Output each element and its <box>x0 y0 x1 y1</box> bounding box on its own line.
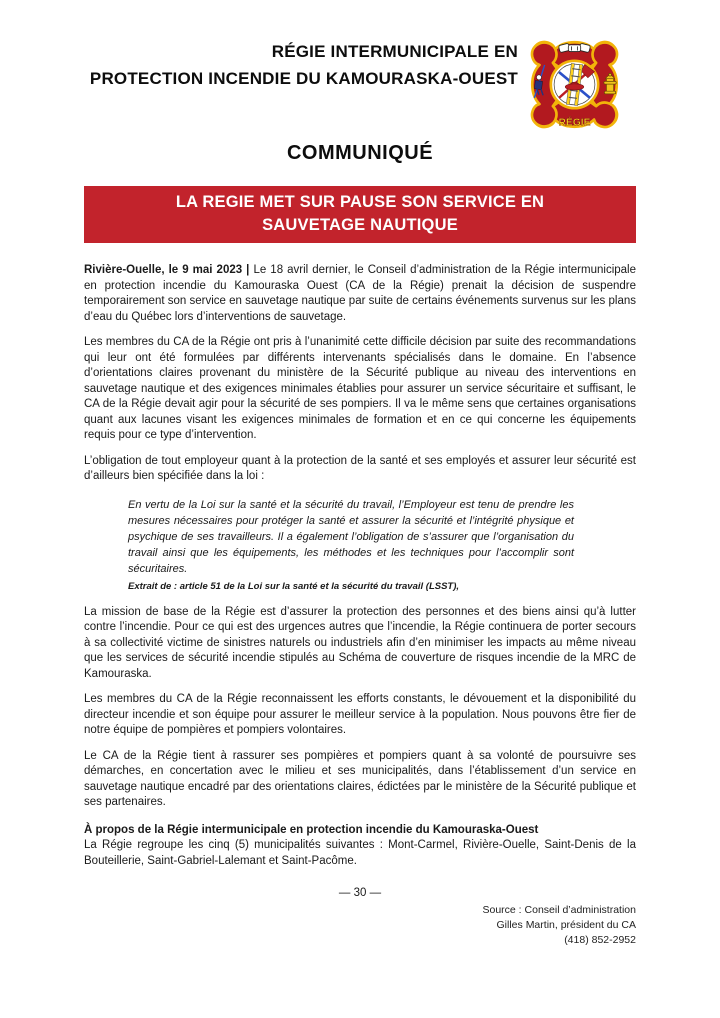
about-section <box>84 823 636 870</box>
legal-quote <box>128 497 574 593</box>
paragraph-4: La mission de base de la Régie est d’assurer la protection des personnes et des biens ainsi qu’à lutter contre l’incendie. Pour ce qui est des urgences autres que l’incendie, la Régie continuera de porter secours à sa collectivité victime de sinistres naturels ou industriels afin d’en minimiser les impacts au même niveau que les services de sécurité incendie stipulés au Schéma de couverture de risques incendie de la MRC de Kamouraska. <box>84 605 636 680</box>
masthead <box>0 0 720 142</box>
org-name-line2: PROTECTION INCENDIE DU KAMOURASKA-OUEST <box>89 69 518 88</box>
logo-center-emblem <box>551 61 598 108</box>
org-name <box>90 38 518 92</box>
source-line-phone: (418) 852-2952 <box>564 934 636 947</box>
communique-title: COMMUNIQUÉ <box>286 142 434 164</box>
end-mark: — 30 — <box>338 887 382 900</box>
source-line-name: Gilles Martin, président du CA <box>496 919 636 932</box>
paragraph-3: L’obligation de tout employeur quant à la protection de la santé et ses employés et assurer leur sécurité est d’ailleurs bien spécifiée dans la loi : <box>84 454 636 482</box>
logo-regie-text: RÉGIE <box>558 117 591 129</box>
org-name-line1: RÉGIE INTERMUNICIPALE EN <box>271 42 518 61</box>
regie-logo <box>523 33 626 136</box>
document-body <box>0 243 720 948</box>
dateline: Rivière-Ouelle, le 9 mai 2023 | <box>84 264 250 276</box>
paragraph-6: Le CA de la Régie tient à rassurer ses pompières et pompiers quant à sa volonté de poursuivre ses démarches, en concertation avec le milieu et ses municipalités, dans l’établissement d’un service en sauvetage nautique encadré par des orientations claires, édictées par le ministère de la Sécurité publique et ses partenaires. <box>84 749 636 809</box>
paragraph-2: Les membres du CA de la Régie ont pris à l’unanimité cette difficile décision par suite des recommandations qui leur ont été formulées par différents intervenants spécialisés dans le domaine. En l’absence d’orientations claires provenant du ministère de la Sécurité publique au niveau des interventions en sauvetage nautique et des exigences minimales établies pour assurer un service sécuritaire et suffisant, le CA de la Régie devait agir pour la sécurité de ses pompiers. Il va le même sens que certaines organisations quant aux lacunes visant les exigences minimales de formation et en ce qui concerne les équipements requis pour ce type d’intervention. <box>84 336 636 441</box>
about-text: La Régie regroupe les cinq (5) municipalités suivantes : Mont-Carmel, Rivière-Ouelle, Saint-Denis de la Bouteillerie, Saint-Gabriel-Lalemant et Saint-Pacôme. <box>84 839 636 867</box>
handshake-icon <box>558 43 590 52</box>
dateline-paragraph <box>84 263 636 325</box>
quote-source: Extrait de : article 51 de la Loi sur la santé et la sécurité du travail (LSST), <box>128 580 460 592</box>
legal-quote-text: En vertu de la Loi sur la santé et la sécurité du travail, l’Employeur est tenu de prendre les mesures nécessaires pour protéger la santé et assurer la sécurité et l’intégrité physique et psychique de ses travailleurs. Il a également l’obligation de s’assurer que l’organisation du travail ainsi que les équipements, les méthodes et les techniques pour l’accomplir sont sécuritaires. <box>128 498 574 576</box>
headline-banner <box>84 186 636 243</box>
source-block <box>84 903 636 948</box>
paragraph-5: Les membres du CA de la Régie reconnaissent les efforts constants, le dévouement et la disponibilité du directeur incendie et son équipe pour assurer le meilleur service à la population. Nous pouvons être fier de notre équipe de pompières et pompiers volontaires. <box>84 693 636 737</box>
headline-text: LA REGIE MET SUR PAUSE SON SERVICE EN SAUVETAGE NAUTIQUE <box>175 193 545 234</box>
about-heading: À propos de la Régie intermunicipale en protection incendie du Kamouraska-Ouest <box>84 823 539 836</box>
source-line-label: Source : Conseil d’administration <box>482 904 636 917</box>
paragraph-1-text: Le 18 avril dernier, le Conseil d’administration de la Régie intermunicipale en protection incendie du Kamouraska Ouest (CA de la Régie) prenait la décision de suspendre temporairement son service en sauvetage nautique par suite de certains événements survenus sur les plans d’eau du Québec lors d’interventions de sauvetage. <box>84 264 636 323</box>
